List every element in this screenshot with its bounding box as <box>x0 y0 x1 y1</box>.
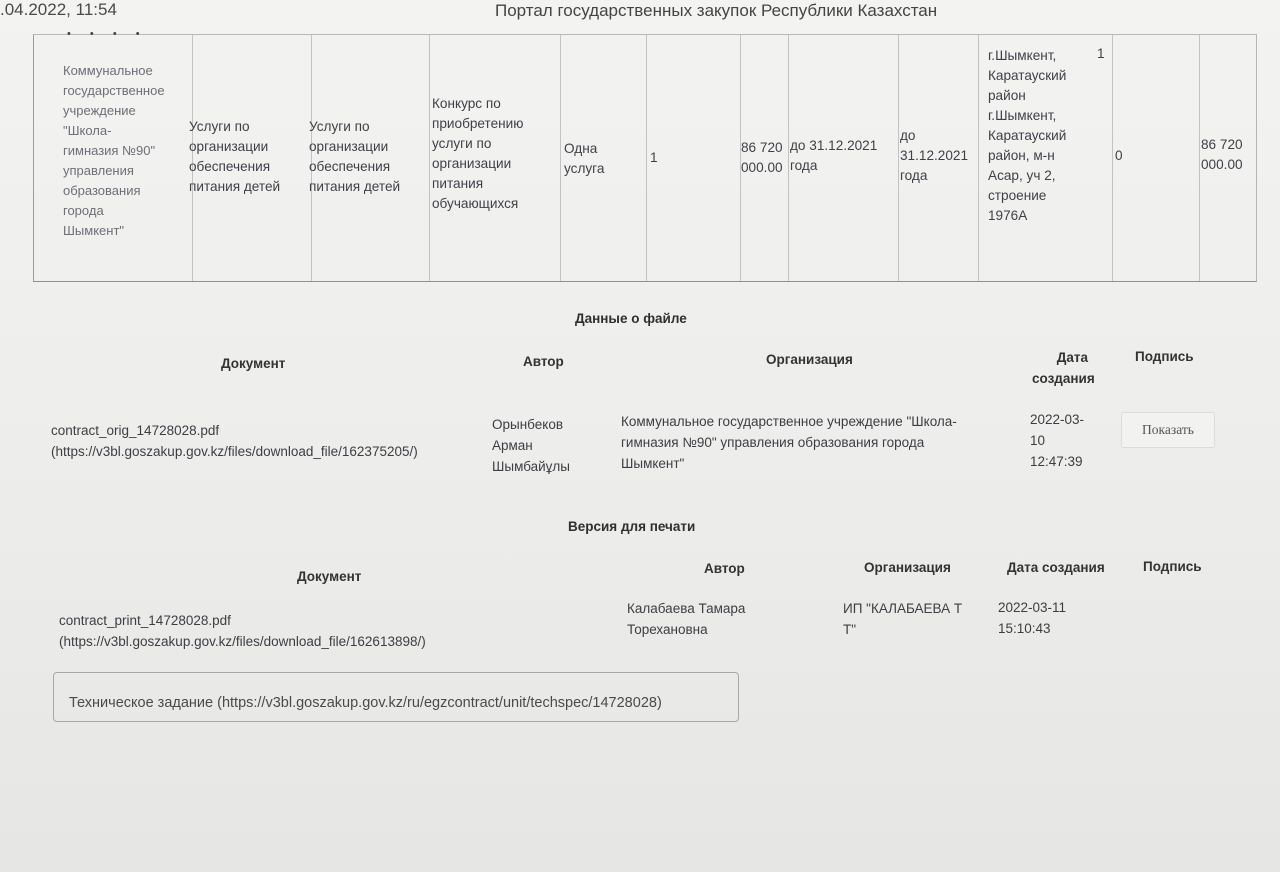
print-header-organization: Организация <box>864 560 951 575</box>
header-organization: Организация <box>766 352 853 367</box>
page-header-title: Портал государственных закупок Республики Казахстан <box>495 1 938 20</box>
print-header-author: Автор <box>704 561 745 576</box>
unit-cell: Одна услуга <box>564 141 605 176</box>
file-author: Орынбеков Арман Шымбайұлы <box>492 417 571 474</box>
amount-cell: 86 720 000.00 <box>741 140 783 175</box>
term-cell: до 31.12.2021 года <box>790 138 878 173</box>
print-header-signature: Подпись <box>1143 559 1202 574</box>
delivery-term-cell: до 31.12.2021 года <box>900 128 969 183</box>
advance-cell: 0 <box>1115 148 1123 163</box>
header-document: Документ <box>221 356 286 371</box>
file-document-link[interactable]: contract_orig_14728028.pdf (https://v3bl.goszakup.gov.kz/files/download_file/162375205/) <box>51 423 418 459</box>
print-header-document: Документ <box>297 569 362 584</box>
column-divider <box>788 35 789 281</box>
file-organization: Коммунальное государственное учреждение "Школа- гимназия №90" управления образования города Шымкент" <box>621 414 957 471</box>
file-date: 2022-03- 10 12:47:39 <box>1030 412 1085 469</box>
column-divider <box>978 35 979 281</box>
column-divider <box>429 35 430 281</box>
customer-cell: Коммунальное государственное учреждение "Школа- гимназия №90" управления образования города Шымкент" <box>63 63 165 238</box>
column-divider <box>1112 35 1113 281</box>
method-cell: Конкурс по приобретению услуги по организации питания обучающихся <box>432 96 524 211</box>
description-cell: Услуги по организации обеспечения питания детей <box>309 119 401 194</box>
column-divider <box>560 35 561 281</box>
print-date: .04.2022, 11:54 <box>0 0 117 19</box>
print-organization: ИП "КАЛАБАЕВА Т Т" <box>843 601 963 637</box>
header-signature: Подпись <box>1135 349 1194 364</box>
column-divider <box>1199 35 1200 281</box>
column-divider <box>898 35 899 281</box>
header-author: Автор <box>523 354 564 369</box>
total-cell: 86 720 000.00 <box>1201 137 1243 172</box>
print-date: 2022-03-11 15:10:43 <box>998 600 1067 636</box>
print-author: Калабаева Тамара Торехановна <box>627 601 746 637</box>
decorative-dots: • • • • <box>67 28 148 40</box>
print-document-link[interactable]: contract_print_14728028.pdf (https://v3bl.goszakup.gov.kz/files/download_file/162613898/) <box>59 613 426 649</box>
file-data-title: Данные о файле <box>575 311 687 326</box>
show-signature-button[interactable]: Показать <box>1121 412 1215 448</box>
print-version-title: Версия для печати <box>568 519 696 534</box>
delivery-place-cell: г.Шымкент, Каратауский район г.Шымкент, Каратауский район, м-н Асар, уч 2, строение 1976А <box>988 48 1067 223</box>
print-header-date: Дата создания <box>1007 560 1105 575</box>
quantity-cell: 1 <box>650 150 658 165</box>
name-cell: Услуги по организации обеспечения питания детей <box>189 119 281 194</box>
header-date: Дата создания <box>1032 350 1095 386</box>
place-number: 1 <box>1097 46 1105 61</box>
tech-spec-link[interactable]: Техническое задание (https://v3bl.goszakup.gov.kz/ru/egzcontract/unit/techspec/14728028) <box>53 672 739 722</box>
column-divider <box>646 35 647 281</box>
